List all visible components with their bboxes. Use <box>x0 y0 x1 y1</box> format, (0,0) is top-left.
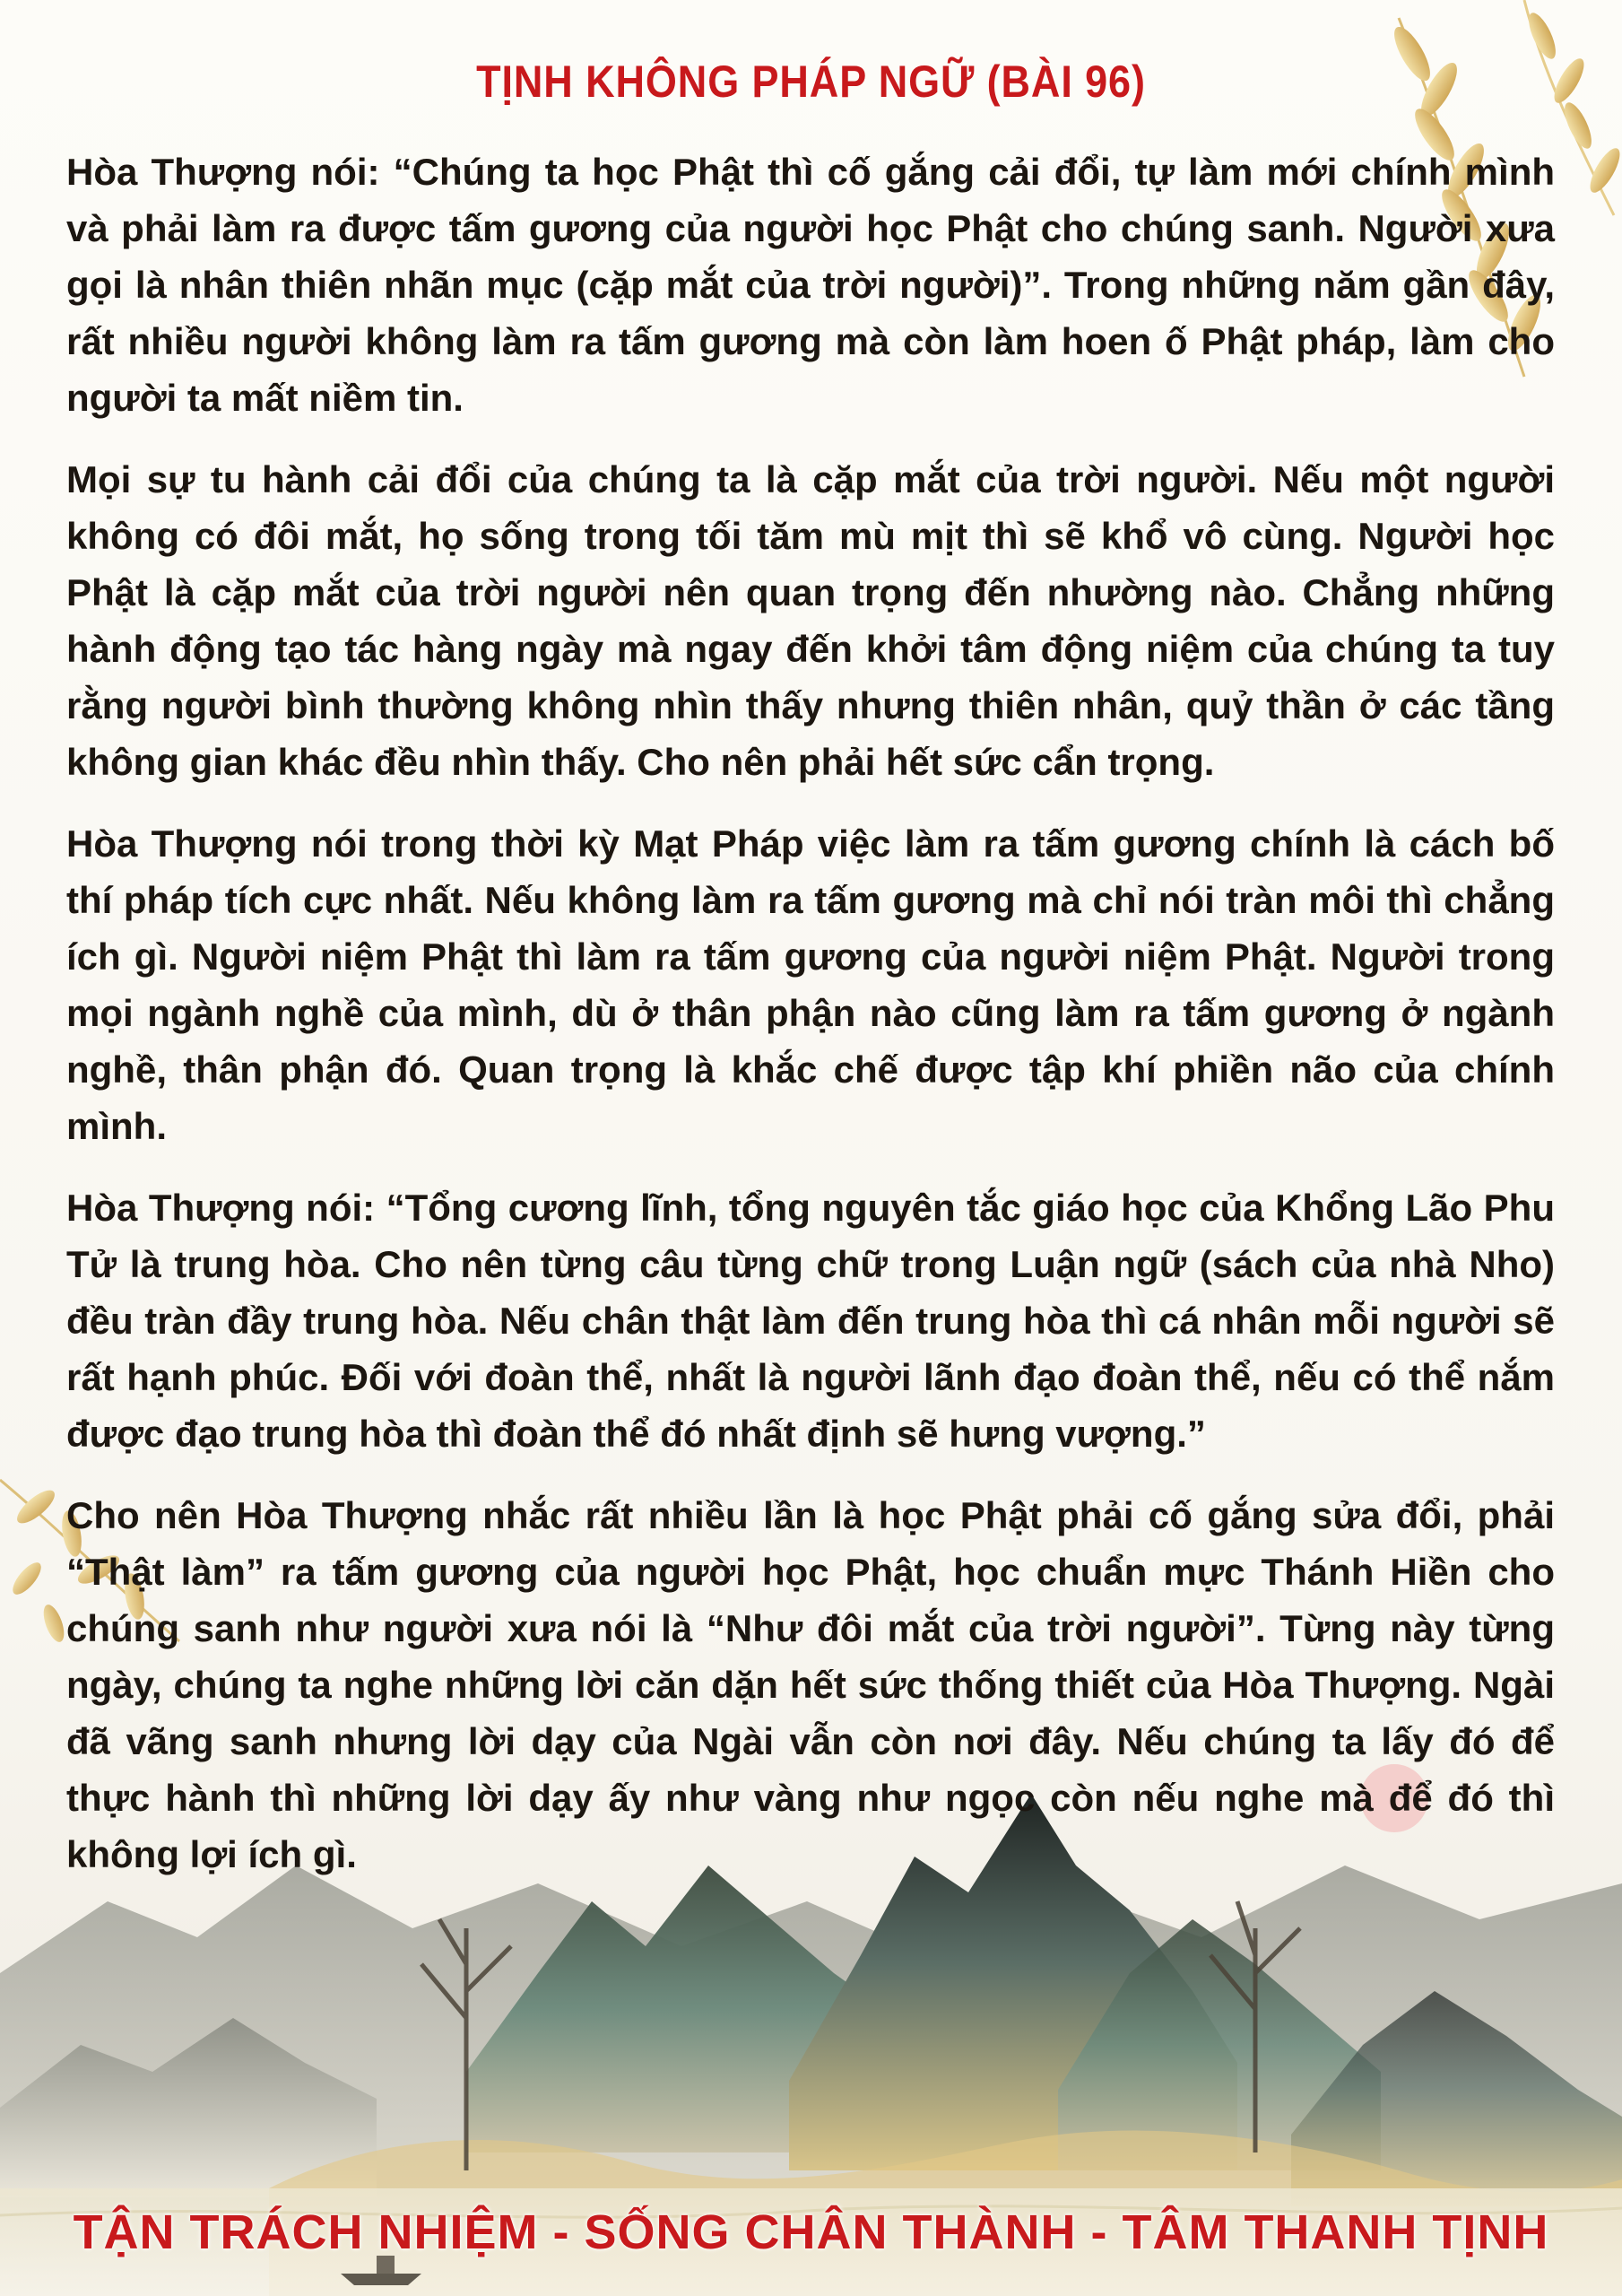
paragraph-3: Hòa Thượng nói trong thời kỳ Mạt Pháp việc làm ra tấm gương chính là cách bố thí pháp tích cực nhất. Nếu không làm ra tấm gương mà chỉ nói tràn môi thì chẳng ích gì. Người niệm Phật thì làm ra tấm gương của người niệm Phật. Người trong mọi ngành nghề của mình, dù ở thân phận nào cũng làm ra tấm gương ở ngành nghề, thân phận đó. Quan trọng là khắc chế được tập khí phiền não của chính mình. <box>66 822 1555 1147</box>
paragraph-5: Cho nên Hòa Thượng nhắc rất nhiều lần là học Phật phải cố gắng sửa đổi, phải “Thật làm” ra tấm gương của người học Phật, học chuẩn mực Thánh Hiền cho chúng sanh như người xưa nói là “Như đôi mắt của trời người”. Từng này từng ngày, chúng ta nghe những lời căn dặn hết sức thống thiết của Hòa Thượng. Ngài đã vãng sanh nhưng lời dạy của Ngài vẫn còn nơi đây. Nếu chúng ta lấy đó để thực hành thì những lời dạy ấy như vàng như ngọc còn nếu nghe mà để đó thì không lợi ích gì. <box>66 1494 1555 1875</box>
page-title: TỊNH KHÔNG PHÁP NGỮ (BÀI 96) <box>476 57 1146 107</box>
footer-slogan: TẬN TRÁCH NHIỆM - SỐNG CHÂN THÀNH - TÂM THANH TỊNH <box>73 2205 1549 2259</box>
paragraph-2: Mọi sự tu hành cải đổi của chúng ta là cặp mắt của trời người. Nếu một người không có đôi mắt, họ sống trong tối tăm mù mịt thì sẽ khổ vô cùng. Người học Phật là cặp mắt của trời người nên quan trọng đến nhường nào. Chẳng những hành động tạo tác hàng ngày mà ngay đến khởi tâm động niệm của chúng ta tuy rằng người bình thường không nhìn thấy nhưng thiên nhân, quỷ thần ở các tầng không gian khác đều nhìn thấy. Cho nên phải hết sức cẩn trọng. <box>66 458 1555 783</box>
paragraph-4: Hòa Thượng nói: “Tổng cương lĩnh, tổng nguyên tắc giáo học của Khổng Lão Phu Tử là trung hòa. Cho nên từng câu từng chữ trong Luận ngữ (sách của nhà Nho) đều tràn đầy trung hòa. Nếu chân thật làm đến trung hòa thì cá nhân mỗi người sẽ rất hạnh phúc. Đối với đoàn thể, nhất là người lãnh đạo đoàn thể, nếu có thể nắm được đạo trung hòa thì đoàn thể đó nhất định sẽ hưng vượng.” <box>66 1187 1555 1455</box>
article-body <box>66 144 1555 1908</box>
paragraph-1: Hòa Thượng nói: “Chúng ta học Phật thì cố gắng cải đổi, tự làm mới chính mình và phải làm ra được tấm gương của người học Phật cho chúng sanh. Người xưa gọi là nhân thiên nhãn mục (cặp mắt của trời người)”. Trong những năm gần đây, rất nhiều người không làm ra tấm gương mà còn làm hoen ố Phật pháp, làm cho người ta mất niềm tin. <box>66 151 1555 419</box>
